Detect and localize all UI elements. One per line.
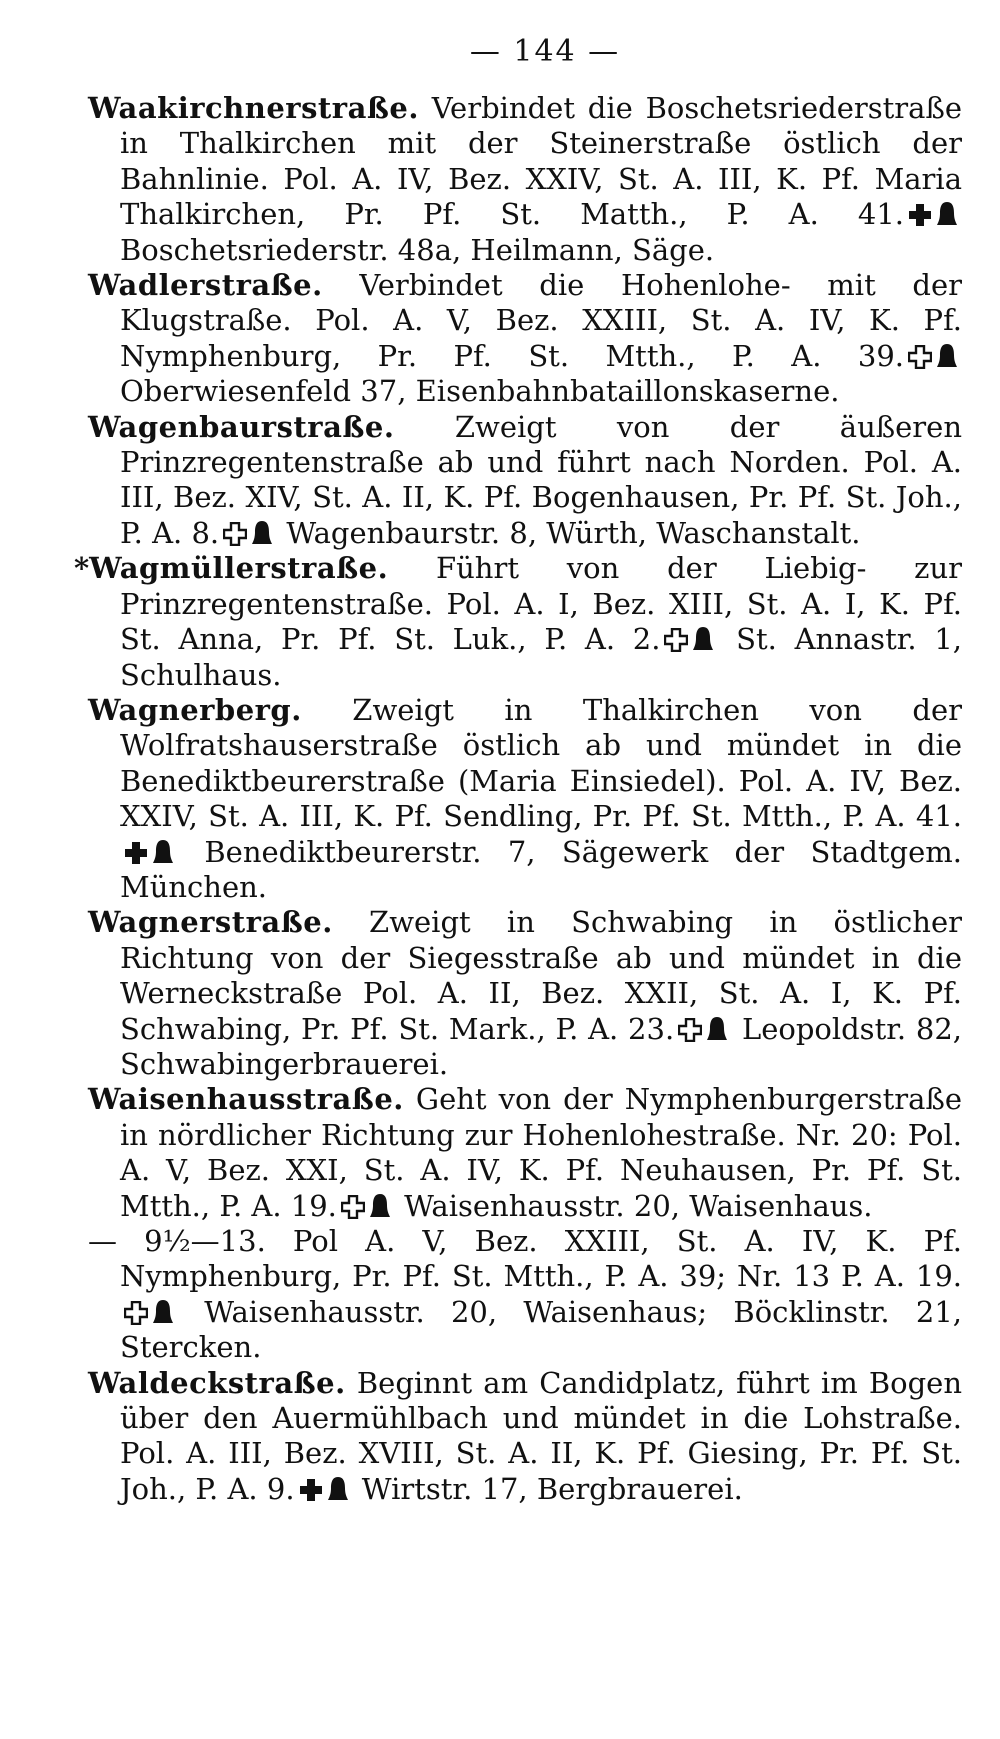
entry-details: Zweigt in Thalkirchen von der Wolfratshauserstraße östlich ab und mündet in die Benediktbeurerstraße (Maria Einsiedel). Pol. A. IV, Bez. XXIV, St. A. III, K. Pf. Sendling, Pr. Pf. St. Mtth., P. A. 41. xyxy=(120,692,962,834)
street-name: Waakirchnerstraße. xyxy=(88,91,419,125)
historic-marker: * xyxy=(74,551,90,586)
street-entry xyxy=(88,693,962,905)
entry-details: — 9½—13. Pol A. V, Bez. XXIII, St. A. IV, K. Pf. Nymphenburg, Pr. Pf. St. Mtth., P. A. 39; Nr. 13 P. A. 19. xyxy=(88,1224,962,1294)
bell-icon xyxy=(152,839,174,865)
bell-icon xyxy=(327,1476,349,1502)
cross-outline-icon xyxy=(341,1195,365,1219)
cross-outline-icon xyxy=(664,628,688,652)
street-entry xyxy=(88,91,962,268)
street-name: Wadlerstraße. xyxy=(88,268,323,303)
cross-outline-icon xyxy=(678,1018,702,1042)
cross-outline-icon xyxy=(908,345,932,369)
cross-filled-icon xyxy=(908,203,932,227)
street-name: Wagmüllerstraße. xyxy=(89,551,389,586)
street-entry xyxy=(88,268,962,410)
entry-list xyxy=(74,91,963,1507)
street-name: Wagnerberg. xyxy=(88,692,302,727)
entry-location: Wagenbaurstr. 8, Würth, Waschanstalt. xyxy=(277,515,861,550)
entry-location: Benediktbeurerstr. 7, Sägewerk der Stadtgem. München. xyxy=(120,834,962,904)
street-entry xyxy=(88,1224,962,1366)
entry-details: Zweigt von der äußeren Prinzregentenstraße ab und führt nach Norden. Pol. A. III, Bez. XIV, St. A. II, K. Pf. Bogenhausen, Pr. Pf. St. Joh., P. A. 8. xyxy=(120,409,962,550)
entry-location: Leopoldstr. 82, Schwabingerbrauerei. xyxy=(120,1011,963,1081)
bell-icon xyxy=(936,201,958,227)
street-entry xyxy=(88,1082,962,1224)
cross-filled-icon xyxy=(124,841,148,865)
bell-icon xyxy=(692,626,714,652)
entry-details: Geht von der Nymphenburgerstraße in nördlicher Richtung zur Hohenlohestraße. Nr. 20: Pol. A. V, Bez. XXI, St. A. IV, K. Pf. Neuhausen, Pr. Pf. St. Mtth., P. A. 19. xyxy=(120,1082,962,1223)
entry-location: Boschetsriederstr. 48a, Heilmann, Säge. xyxy=(120,232,715,267)
entry-details: Beginnt am Candidplatz, führt im Bogen über den Auermühlbach und mündet in die Lohstraße. Pol. A. III, Bez. XVIII, St. A. II, K. Pf. Giesing, Pr. Pf. St. Joh., P. A. 9. xyxy=(120,1365,962,1506)
street-name: Waisenhausstraße. xyxy=(88,1082,404,1117)
entry-location: Oberwiesenfeld 37, Eisenbahnbataillonskaserne. xyxy=(120,374,840,409)
entry-location: Waisenhausstr. 20, Waisenhaus; Böcklinstr. 21, Stercken. xyxy=(120,1294,962,1365)
bell-icon xyxy=(369,1193,391,1219)
cross-outline-icon xyxy=(223,522,247,546)
street-name: Waldeckstraße. xyxy=(88,1365,346,1400)
entry-details: Zweigt in Schwabing in östlicher Richtung von der Siegesstraße ab und mündet in die Werneckstraße Pol. A. II, Bez. XXII, St. A. I, K. Pf. Schwabing, Pr. Pf. St. Mark., P. A. 23. xyxy=(120,905,962,1046)
street-name: Wagenbaurstraße. xyxy=(88,409,395,444)
bell-icon xyxy=(251,520,273,546)
street-entry xyxy=(74,551,962,693)
street-name: Wagnerstraße. xyxy=(88,905,333,940)
entry-details: Verbindet die Hohenlohe- mit der Klugstraße. Pol. A. V, Bez. XXIII, St. A. IV, K. Pf. Nymphenburg, Pr. Pf. St. Mtth., P. A. 39. xyxy=(120,268,962,373)
bell-icon xyxy=(936,343,958,369)
bell-icon xyxy=(706,1016,728,1042)
cross-filled-icon xyxy=(299,1478,323,1502)
entry-details: Führt von der Liebig- zur Prinzregentenstraße. Pol. A. I, Bez. XIII, St. A. I, K. Pf. St. Anna, Pr. Pf. St. Luk., P. A. 2. xyxy=(120,551,962,657)
entry-location: St. Annastr. 1, Schulhaus. xyxy=(120,622,962,692)
page-number: — 144 — xyxy=(469,34,621,69)
entry-location: Waisenhausstr. 20, Waisenhaus. xyxy=(394,1188,873,1223)
cross-outline-icon xyxy=(124,1301,148,1325)
street-entry xyxy=(88,410,962,552)
bell-icon xyxy=(152,1299,174,1325)
street-entry xyxy=(88,1366,962,1508)
street-entry xyxy=(88,905,962,1082)
entry-details: Verbindet die Boschetsriederstraße in Thalkirchen mit der Steinerstraße östlich der Bahnlinie. Pol. A. IV, Bez. XXIV, St. A. III, K. Pf. Maria Thalkirchen, Pr. Pf. St. Matth., P. A. 41. xyxy=(120,91,962,232)
entry-location: Wirtstr. 17, Bergbrauerei. xyxy=(352,1471,743,1506)
